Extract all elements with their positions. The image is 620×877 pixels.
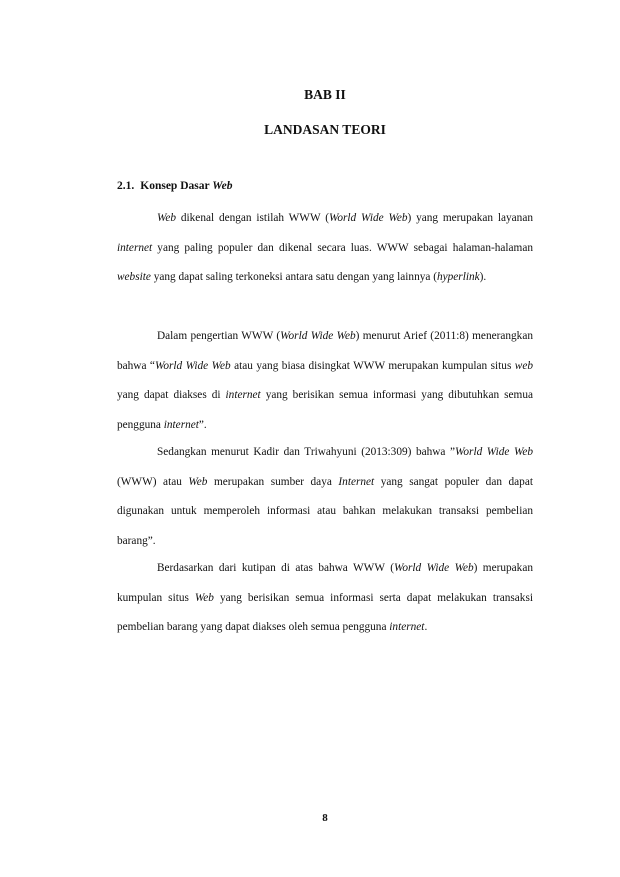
paragraph-text: . [424, 621, 428, 633]
section-number: 2.1. [117, 180, 135, 192]
term-italic: internet [117, 241, 153, 254]
page-number: 8 [322, 812, 328, 824]
paragraph-text: Sedangkan menurut Kadir dan Triwahyuni (2013:309) bahwa ” [157, 446, 456, 458]
paragraph-text: yang dapat diakses di [117, 389, 226, 401]
section-heading [117, 180, 232, 192]
term-italic: hyperlink [436, 271, 480, 283]
term-italic: Web [157, 212, 177, 224]
paragraph-2 [117, 322, 533, 440]
term-italic: Internet [338, 475, 375, 488]
paragraph-text: ) menurut Arief (2011:8) menerangkan bahwa “ [117, 330, 533, 372]
term-italic: internet [163, 418, 199, 431]
term-italic: World Wide Web [329, 212, 408, 224]
term-italic: internet [389, 621, 425, 633]
section-title-italic: Web [212, 180, 233, 192]
term-italic: web [514, 359, 533, 372]
term-italic: Web [188, 475, 208, 488]
paragraph-text: ) merupakan kumpulan situs [117, 562, 533, 604]
paragraph-text: Berdasarkan dari kutipan di atas bahwa WWW ( [157, 562, 394, 574]
paragraph-text: yang berisikan semua informasi serta dapat melakukan transaksi pembelian barang yang dapat diakses oleh semua pengguna [117, 591, 533, 633]
paragraph-3 [117, 438, 533, 556]
paragraph-text: atau yang biasa disingkat WWW merupakan kumpulan situs [230, 359, 515, 372]
section-title: Konsep Dasar [140, 180, 213, 192]
paragraph-text: ”. [198, 418, 207, 431]
term-italic: World Wide Web [455, 446, 533, 458]
paragraph-text: yang paling populer dan dikenal secara luas. WWW sebagai halaman-halaman [152, 241, 533, 254]
paragraph-1 [117, 204, 533, 293]
paragraph-text: (WWW) atau [117, 475, 189, 488]
paragraph-text: yang berisikan semua informasi yang dibutuhkan semua pengguna [117, 389, 533, 431]
term-italic: World Wide Web [280, 330, 356, 342]
paragraph-4 [117, 554, 533, 643]
term-italic: World Wide Web [393, 562, 474, 574]
term-italic: internet [225, 389, 261, 401]
paragraph-text: ) yang merupakan layanan [407, 212, 533, 224]
term-italic: Web [194, 591, 214, 604]
chapter-number: BAB II [304, 87, 346, 102]
chapter-title: LANDASAN TEORI [264, 122, 386, 137]
paragraph-text: merupakan sumber daya [207, 475, 339, 488]
paragraph-text: yang dapat saling terkoneksi antara satu dengan yang lainnya ( [150, 271, 437, 283]
paragraph-text: ). [479, 271, 487, 283]
term-italic: website [117, 271, 151, 283]
term-italic: World Wide Web [154, 359, 231, 372]
paragraph-text: yang sangat populer dan dapat digunakan untuk memperoleh informasi atau bahkan melakukan transaksi pembelian barang”. [117, 475, 533, 547]
paragraph-text: Dalam pengertian WWW ( [157, 330, 281, 342]
paragraph-text: dikenal dengan istilah WWW ( [176, 212, 329, 224]
